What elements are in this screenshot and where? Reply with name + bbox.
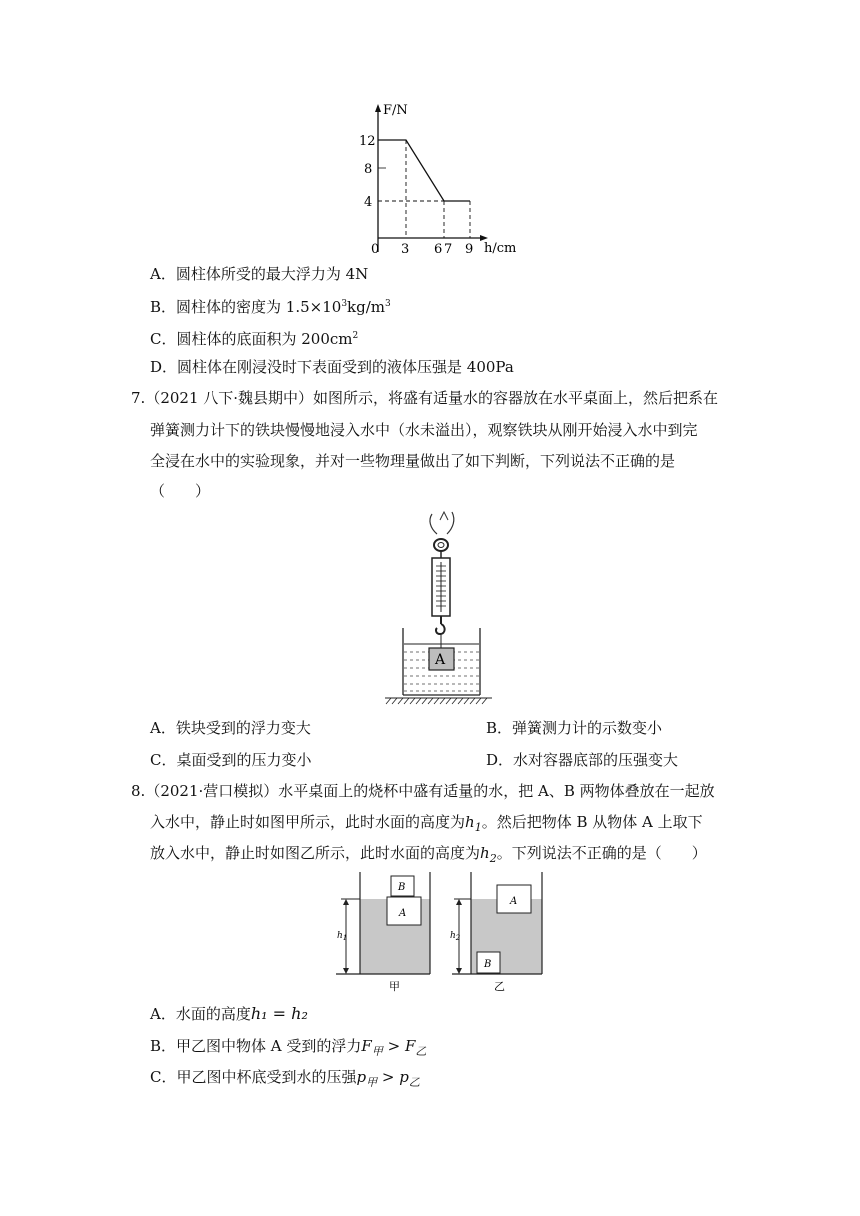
option-text-unit: kg/m [347,298,386,316]
math-expression: h₁ = h₂ [250,1004,308,1023]
option-label: C． [150,330,177,348]
q7-option-b [486,718,662,738]
option-text: 圆柱体在刚浸没时下表面受到的液体压强是 400Pa [177,358,514,376]
q7-option-d [486,750,678,770]
superscript: 3 [341,299,348,309]
option-text: 圆柱体的底面积为 200cm [176,330,353,348]
question-text: 弹簧测力计下的铁块慢慢地浸入水中（水未溢出），观察铁块从刚开始浸入水中到完 [150,421,698,439]
fig-left-block-b: B [398,882,406,893]
superscript: 2 [352,331,359,341]
math-variable: F [361,1037,372,1055]
q7-stem-line-3 [150,451,675,471]
q8-option-a [150,1004,308,1024]
q7-stem-line-1 [131,388,718,408]
option-label: C． [150,1068,177,1086]
x-tick-3: 3 [401,242,410,257]
y-tick-8: 8 [364,162,373,177]
question-number: 7. [131,389,146,407]
option-label: D． [486,751,514,769]
question-source: （2021·营口模拟） [145,782,279,800]
option-text: 圆柱体所受的最大浮力为 4N [175,265,369,283]
math-variable: h [480,844,490,862]
x-tick-0: 0 [371,242,380,257]
q8-stem-line-3 [150,843,707,869]
subscript: 1 [474,821,482,834]
option-label: B． [150,298,177,316]
option-text: 桌面受到的压力变小 [176,751,312,769]
force-depth-graph [359,100,517,260]
subscript: 甲 [371,1045,383,1058]
math-variable: p [399,1068,409,1086]
option-text: 甲乙图中杯底受到水的压强 [176,1068,357,1086]
spring-scale-figure [380,510,490,705]
option-label: B． [150,1037,177,1055]
x-tick-7: 7 [444,242,453,257]
fig-left-height-label: $h_1$ [337,931,348,942]
subscript: 2 [489,852,497,865]
question-text: 入水中，静止时如图甲所示，此时水面的高度为 [150,813,466,831]
math-variable: p [356,1068,367,1086]
block-a-label: A [435,652,446,668]
superscript: 3 [385,299,391,309]
question-text: 全浸在水中的实验现象，并对一些物理量做出了如下判断，下列说法不正确的是 [150,452,676,470]
math-variable: F [404,1037,416,1055]
x-tick-6: 6 [434,242,443,257]
q7-option-c [150,750,312,770]
math-operator: > [377,1068,400,1086]
question-text: 。下列说法不正确的是（ ） [496,844,707,862]
question-text: 。然后把物体 B 从物体 A 上取下 [481,813,703,831]
fig-left-caption: 甲 [389,980,400,993]
subscript: 甲 [366,1076,378,1089]
x-axis-label: h/cm [484,241,517,256]
fig-right-height-label: $h_2$ [450,931,461,942]
math-variable: h [465,813,475,831]
option-label: D． [150,358,178,376]
option-text: 甲乙图中物体 A 受到的浮力 [176,1037,362,1055]
option-label: A． [150,719,176,737]
option-text: 水面的高度 [175,1005,251,1023]
y-tick-12: 12 [359,134,376,149]
question-source: （2021 八下·魏县期中） [145,389,314,407]
subscript: 乙 [415,1045,427,1058]
question-text: 放入水中，静止时如图乙所示，此时水面的高度为 [150,844,481,862]
q6-option-a [150,264,368,284]
option-label: A． [150,1005,176,1023]
answer-blank: （ ） [150,482,211,500]
q8-stem-line-1 [131,781,715,801]
fig-right-caption: 乙 [494,980,505,993]
q6-option-d [150,357,514,377]
q7-stem-line-2 [150,420,698,440]
option-text: 弹簧测力计的示数变小 [512,719,663,737]
y-axis-label: F/N [383,103,408,118]
question-text: 水平桌面上的烧杯中盛有适量的水，把 A、B 两物体叠放在一起放 [278,782,715,800]
q8-stem-line-2 [150,812,703,838]
x-tick-9: 9 [465,242,474,257]
y-tick-4: 4 [364,195,373,210]
option-text: 铁块受到的浮力变大 [175,719,311,737]
option-text: 圆柱体的密度为 1.5×10 [176,298,342,316]
fig-left-block-a: A [399,908,407,919]
option-label: B． [486,719,513,737]
q7-stem-line-4 [150,481,210,501]
fig-right-block-b: B [484,959,492,970]
question-number: 8. [131,782,146,800]
beaker-figures [330,868,545,996]
q6-option-c [150,326,358,349]
option-label: A． [150,265,176,283]
math-operator: > [382,1037,405,1055]
option-label: C． [150,751,177,769]
question-text: 如图所示，将盛有适量水的容器放在水平桌面上，然后把系在 [313,389,719,407]
q8-option-b [150,1036,426,1062]
option-text: 水对容器底部的压强变大 [513,751,679,769]
q7-option-a [150,718,311,738]
fig-right-block-a: A [510,896,518,907]
q8-option-c [150,1067,420,1093]
q6-option-b [150,294,391,317]
subscript: 乙 [408,1076,420,1089]
